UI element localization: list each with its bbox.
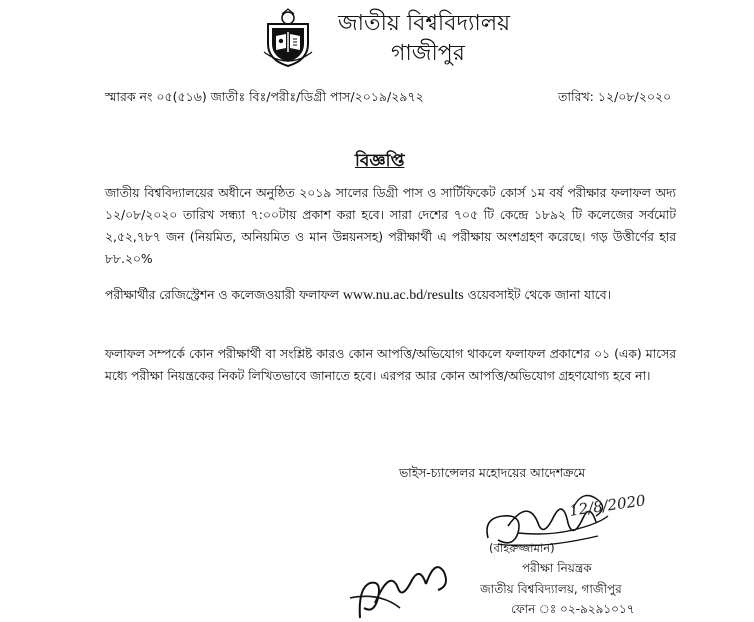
para2-text-before: পরীক্ষার্থীর রেজিস্ট্রেশন ও কলেজওয়ারী ফলাফল (105, 288, 343, 302)
notice-paragraph-3: ফলাফল সম্পর্কে কোন পরীক্ষার্থী বা সংশ্লিষ্ট কারও কোন আপত্তি/অভিযোগ থাকলে ফলাফল প্রকাশের ০১ (এক) মাসের মধ্যে পরীক্ষা নিয়ন্ত্রকের নিকট লিখিতভাবে জানাতে হবে। এরপর আর কোন আপত্তি/অভিযোগ গ্রহণযোগ্য হবে না। (105, 347, 677, 383)
memo-date: তারিখ: ১২/০৮/২০২০ (558, 89, 672, 104)
memo-number: স্মারক নং ০৫(৫১৬) জাতীঃ বিঃ/পরীঃ/ডিগ্রী পাস/২০১৯/২৯৭২ (105, 89, 424, 104)
handwritten-initials (340, 528, 460, 622)
handwritten-date: 12/8/2020 (568, 491, 647, 520)
results-url: www.nu.ac.bd/results (342, 288, 464, 303)
university-logo (262, 8, 314, 68)
signatory-title: পরীক্ষা নিয়ন্ত্রক (522, 561, 592, 575)
notice-paragraph-1: জাতীয় বিশ্ববিদ্যালয়ের অধীনে অনুষ্ঠিত ২০১৯ সালের ডিগ্রী পাস ও সার্টিফিকেট কোর্স ১ম বর্ষ পরীক্ষার ফলাফল অদ্য ১২/০৮/২০২০ তারিখ সন্ধ্যা ৭:০০টায় প্রকাশ করা হবে। সারা দেশের ৭০৫ টি কেন্দ্রে ১৮৯২ টি কলেজের সর্বমোট ২,৫২,৭৮৭ জন (নিয়মিত, অনিয়মিত ও মান উন্নয়নসহ) পরীক্ষার্থী এ পরীক্ষায় অংশগ্রহণ করেছে। গড় উত্তীর্ণের হার ৮৮.২০% (105, 186, 676, 266)
org-name: জাতীয় বিশ্ববিদ্যালয় (338, 11, 511, 36)
org-city: গাজীপুর (391, 41, 465, 66)
signatory-phone: ফোন ঃ ০২-৯২৯১০১৭ (511, 602, 635, 616)
notice-heading: বিজ্ঞপ্তি (355, 151, 405, 171)
notice-paragraph-2 (105, 284, 676, 307)
signatory-org: জাতীয় বিশ্ববিদ্যালয়, গাজীপুর (480, 582, 622, 596)
para2-text-after: ওয়েবসাইট থেকে জানা যাবে। (463, 288, 611, 302)
order-line: ভাইস-চ্যান্সেলর মহোদয়ের আদেশক্রমে (399, 466, 586, 480)
signatory-name: (বাহরুজ্জামান) (489, 541, 555, 555)
